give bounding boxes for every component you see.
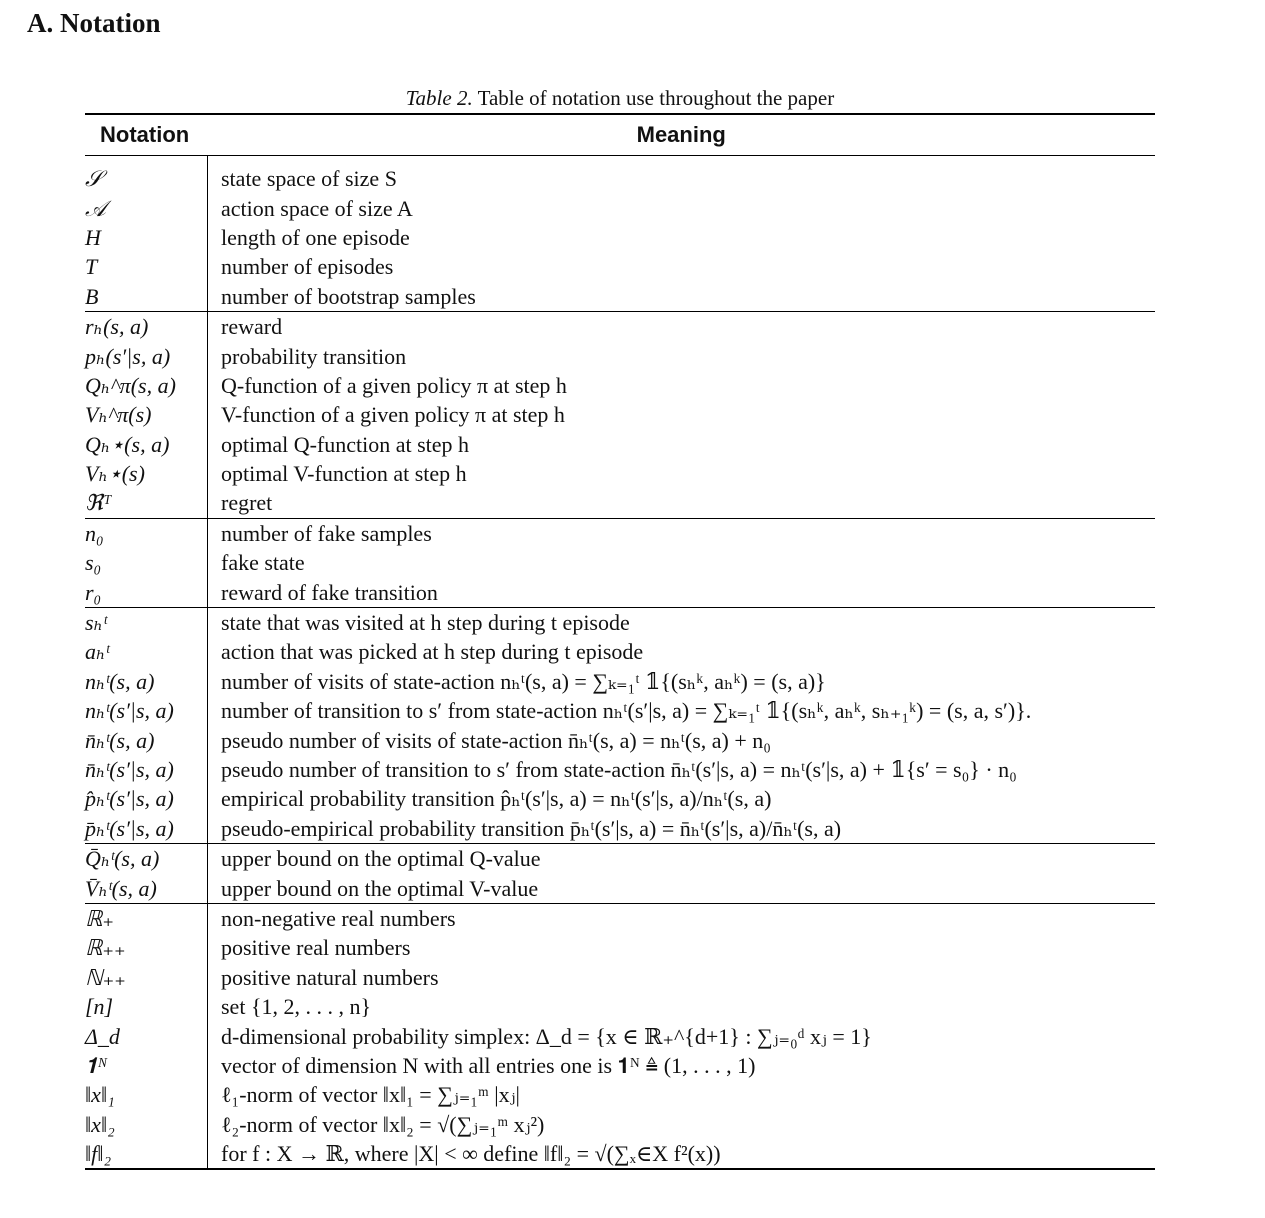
table-row [85,814,1155,844]
notation-symbol: sₕᵗ [85,607,208,637]
table-row [85,607,1155,637]
table-row [85,518,1155,548]
notation-meaning: positive natural numbers [221,964,439,990]
notation-meaning: empirical probability transition p̂ₕᵗ(s′|s, a) = nₕᵗ(s′|s, a)/nₕᵗ(s, a) [221,786,772,812]
notation-meaning: for f : X → ℝ, where |X| < ∞ define ‖f‖₂ = √(∑ₓ∈X f²(x)) [221,1141,721,1167]
notation-meaning: positive real numbers [221,935,411,961]
table-row [85,430,1155,459]
table-caption [85,86,1155,111]
notation-symbol: rₕ(s, a) [85,311,208,341]
table-row [85,903,1155,933]
notation-symbol: 𝟏ᴺ [85,1051,208,1080]
notation-meaning: state that was visited at h step during t episode [208,607,1156,637]
notation-symbol: ℕ₊₊ [85,963,208,992]
section-heading: A. Notation [27,8,161,38]
notation-meaning: pseudo number of visits of state-action n̄ₕᵗ(s, a) = nₕᵗ(s, a) + n₀ [221,727,771,753]
notation-meaning: reward of fake transition [221,579,438,605]
table-row [85,843,1155,873]
table-row [85,963,1155,992]
notation-meaning: set {1, 2, . . . , n} [221,994,372,1020]
notation-symbol: B [85,282,208,312]
notation-meaning: vector of dimension N with all entries one is 𝟏ᴺ ≜ (1, . . . , 1) [221,1052,756,1078]
notation-meaning: action space of size A [221,195,413,221]
notation-symbol: V̄ₕᵗ(s, a) [85,873,208,903]
notation-symbol: nₕᵗ(s, a) [85,667,208,696]
notation-symbol: ‖x‖₁ [85,1080,208,1109]
notation-meaning: number of bootstrap samples [221,283,476,309]
notation-symbol: n̄ₕᵗ(s′|s, a) [85,755,208,784]
table-row [85,933,1155,962]
notation-symbol: p̂ₕᵗ(s′|s, a) [85,784,208,813]
notation-meaning: upper bound on the optimal V-value [221,875,539,901]
table-row [85,341,1155,370]
table-row [85,1051,1155,1080]
notation-symbol: ℜᵀ [85,488,208,518]
notation-symbol: ‖f‖₂ [85,1139,208,1169]
notation-meaning: number of transition to s′ from state-action nₕᵗ(s′|s, a) = ∑ₖ₌₁ᵗ 𝟙{(sₕᵏ, aₕᵏ, sₕ₊₁ᵏ) = (s, a, s′)}. [221,698,1032,724]
notation-meaning: number of fake samples [208,518,1156,548]
notation-symbol: Δ_d [85,1021,208,1050]
notation-symbol: Vₕ^π(s) [85,400,208,429]
table-row [85,1139,1155,1169]
table-row [85,992,1155,1021]
notation-symbol: r₀ [85,577,208,607]
notation-symbol: ℝ₊₊ [85,933,208,962]
notation-symbol: H [85,223,208,252]
table-row [85,1080,1155,1109]
notation-symbol: Q̄ₕᵗ(s, a) [85,843,208,873]
notation-meaning: d-dimensional probability simplex: Δ_d = {x ∈ ℝ₊^{d+1} : ∑ⱼ₌₀ᵈ xⱼ = 1} [221,1023,872,1049]
notation-symbol: n̄ₕᵗ(s, a) [85,725,208,754]
notation-symbol: p̄ₕᵗ(s′|s, a) [85,814,208,844]
notation-meaning: number of visits of state-action nₕᵗ(s, a) = ∑ₖ₌₁ᵗ 𝟙{(sₕᵏ, aₕᵏ) = (s, a)} [221,668,826,694]
notation-meaning: pseudo-empirical probability transition p̄ₕᵗ(s′|s, a) = n̄ₕᵗ(s′|s, a)/n̄ₕᵗ(s, a) [221,815,842,841]
notation-meaning: non-negative real numbers [208,903,1156,933]
table-row [85,311,1155,341]
notation-symbol: 𝒮 [85,156,208,194]
notation-symbol: 𝒜 [85,193,208,222]
table-row [85,282,1155,312]
notation-meaning: number of episodes [221,254,394,280]
table-row [85,667,1155,696]
table-row [85,193,1155,222]
notation-symbol: T [85,252,208,281]
notation-symbol: Qₕ⋆(s, a) [85,430,208,459]
notation-symbol: Qₕ^π(s, a) [85,371,208,400]
table-row [85,1021,1155,1050]
notation-meaning: regret [221,490,273,516]
notation-meaning: action that was picked at h step during t episode [221,639,644,665]
notation-meaning: length of one episode [221,224,410,250]
table-row [85,548,1155,577]
caption-label: Table 2. [405,86,473,110]
table-row [85,784,1155,813]
table-row [85,156,1155,194]
table-row [85,252,1155,281]
notation-table [85,113,1155,1170]
table-row [85,696,1155,725]
table-row [85,577,1155,607]
table-row [85,488,1155,518]
notation-meaning: pseudo number of transition to s′ from state-action n̄ₕᵗ(s′|s, a) = nₕᵗ(s′|s, a) + 𝟙{s′ = s₀} · n₀ [221,757,1017,782]
notation-meaning: reward [208,311,1156,341]
table-row [85,755,1155,784]
table-row [85,637,1155,666]
notation-meaning: probability transition [221,343,407,369]
header-row [85,114,1155,156]
table-row [85,400,1155,429]
notation-symbol: ‖x‖₂ [85,1110,208,1139]
table-row [85,371,1155,400]
table-row [85,725,1155,754]
notation-meaning: state space of size S [221,166,397,192]
notation-meaning: V-function of a given policy π at step h [221,402,565,428]
notation-symbol: pₕ(s′|s, a) [85,341,208,370]
table-row [85,1110,1155,1139]
notation-symbol: Vₕ⋆(s) [85,459,208,488]
notation-meaning: Q-function of a given policy π at step h [221,372,567,398]
header-notation: Notation [85,114,208,156]
notation-meaning: fake state [221,550,305,576]
caption-text: Table of notation use throughout the paper [477,86,835,110]
notation-meaning: optimal V-function at step h [221,461,467,487]
notation-symbol: n₀ [85,518,208,548]
table-row [85,459,1155,488]
notation-meaning: upper bound on the optimal Q-value [208,843,1156,873]
notation-symbol: nₕᵗ(s′|s, a) [85,696,208,725]
table-row [85,223,1155,252]
header-meaning: Meaning [208,114,1156,156]
notation-meaning: ℓ₁-norm of vector ‖x‖₁ = ∑ⱼ₌₁ᵐ |xⱼ| [221,1082,520,1108]
notation-symbol: aₕᵗ [85,637,208,666]
notation-meaning: optimal Q-function at step h [221,431,470,457]
notation-symbol: [n] [85,992,208,1021]
notation-symbol: s₀ [85,548,208,577]
table-row [85,873,1155,903]
notation-symbol: ℝ₊ [85,903,208,933]
notation-meaning: ℓ₂-norm of vector ‖x‖₂ = √(∑ⱼ₌₁ᵐ xⱼ²) [221,1111,545,1137]
